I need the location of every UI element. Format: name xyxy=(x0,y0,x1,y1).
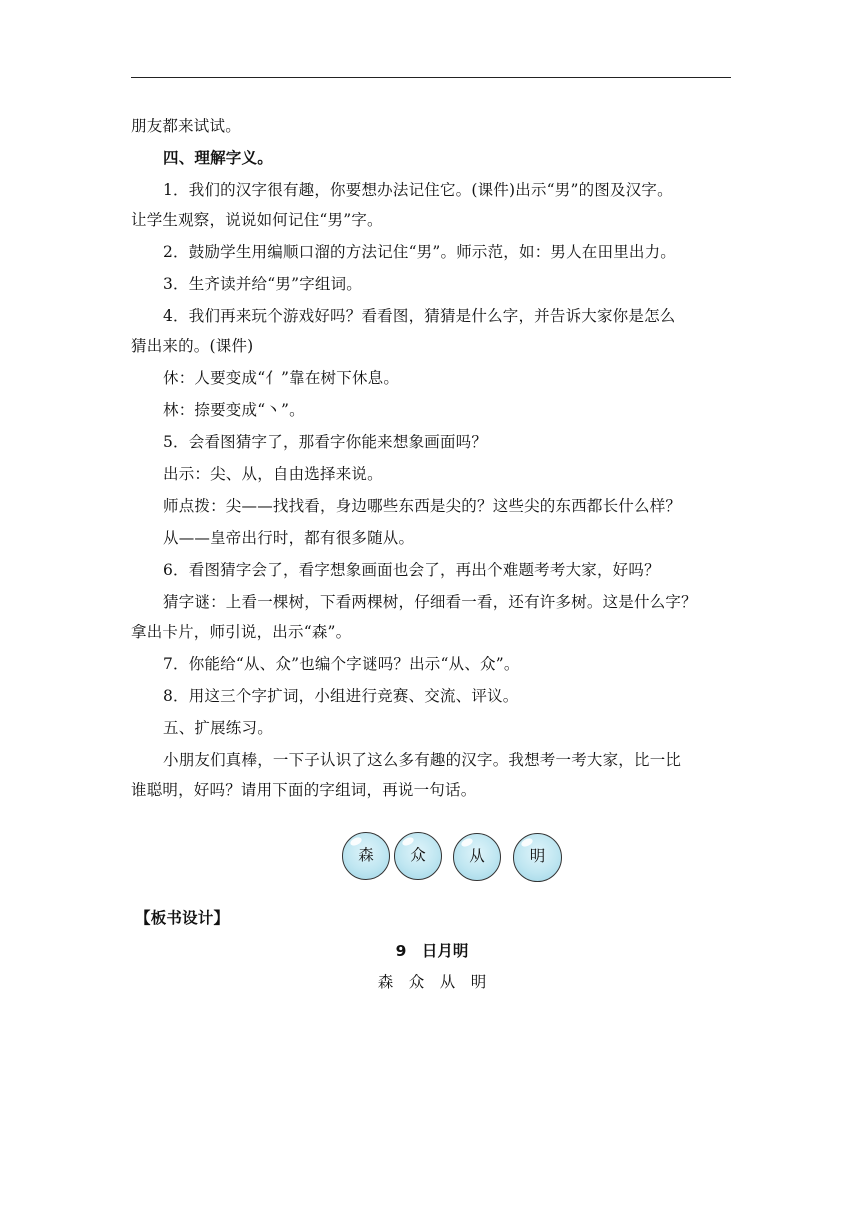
bubble-character: 从 xyxy=(469,847,485,865)
text-line: 休：人要变成“亻”靠在树下休息。 xyxy=(163,369,400,387)
section-heading: 四、理解字义。 xyxy=(163,149,273,167)
text-line: 2．鼓励学生用编顺口溜的方法记住“男”。师示范，如：男人在田里出力。 xyxy=(163,243,677,261)
text-line: 出示：尖、从，自由选择来说。 xyxy=(163,465,383,483)
character-bubble xyxy=(342,832,390,880)
text-line: 朋友都来试试。 xyxy=(131,117,241,135)
board-title: 9 日月明 xyxy=(395,942,469,960)
text-line: 谁聪明，好吗？请用下面的字组词，再说一句话。 xyxy=(131,781,477,799)
board-design-heading: 【板书设计】 xyxy=(135,909,230,927)
text-line: 从——皇帝出行时，都有很多随从。 xyxy=(163,529,415,547)
text-line: 林：捺要变成“丶”。 xyxy=(163,401,305,419)
text-line: 小朋友们真棒，一下子认识了这么多有趣的汉字。我想考一考大家，比一比 xyxy=(163,751,682,769)
section-heading: 五、扩展练习。 xyxy=(163,719,273,737)
character-bubble xyxy=(453,833,501,881)
text-line: 8．用这三个字扩词，小组进行竞赛、交流、评议。 xyxy=(163,687,519,705)
text-line: 拿出卡片，师引说，出示“森”。 xyxy=(131,623,352,641)
text-line: 5．会看图猜字了，那看字你能来想象画面吗？ xyxy=(163,433,488,451)
character-bubble xyxy=(513,833,562,882)
character-bubble xyxy=(394,832,442,880)
text-line: 让学生观察，说说如何记住“男”字。 xyxy=(131,211,383,229)
text-line: 6．看图猜字会了，看字想象画面也会了，再出个难题考考大家，好吗？ xyxy=(163,561,660,579)
text-line: 1．我们的汉字很有趣，你要想办法记住它。(课件)出示“男”的图及汉字。 xyxy=(163,181,673,199)
text-line: 7．你能给“从、众”也编个字谜吗？出示“从、众”。 xyxy=(163,655,520,673)
text-line: 猜字谜：上看一棵树，下看两棵树，仔细看一看，还有许多树。这是什么字？ xyxy=(163,593,697,611)
text-line: 3．生齐读并给“男”字组词。 xyxy=(163,275,363,293)
board-characters: 森 众 从 明 xyxy=(377,973,487,991)
header-rule xyxy=(131,77,731,78)
bubble-character: 众 xyxy=(410,846,426,864)
text-line: 师点拨：尖——找找看，身边哪些东西是尖的？这些尖的东西都长什么样？ xyxy=(163,497,682,515)
bubble-character: 森 xyxy=(358,846,374,864)
text-line: 猜出来的。(课件) xyxy=(131,337,254,355)
bubble-character: 明 xyxy=(529,847,546,865)
text-line: 4．我们再来玩个游戏好吗？看看图，猜猜是什么字，并告诉大家你是怎么 xyxy=(163,307,676,325)
